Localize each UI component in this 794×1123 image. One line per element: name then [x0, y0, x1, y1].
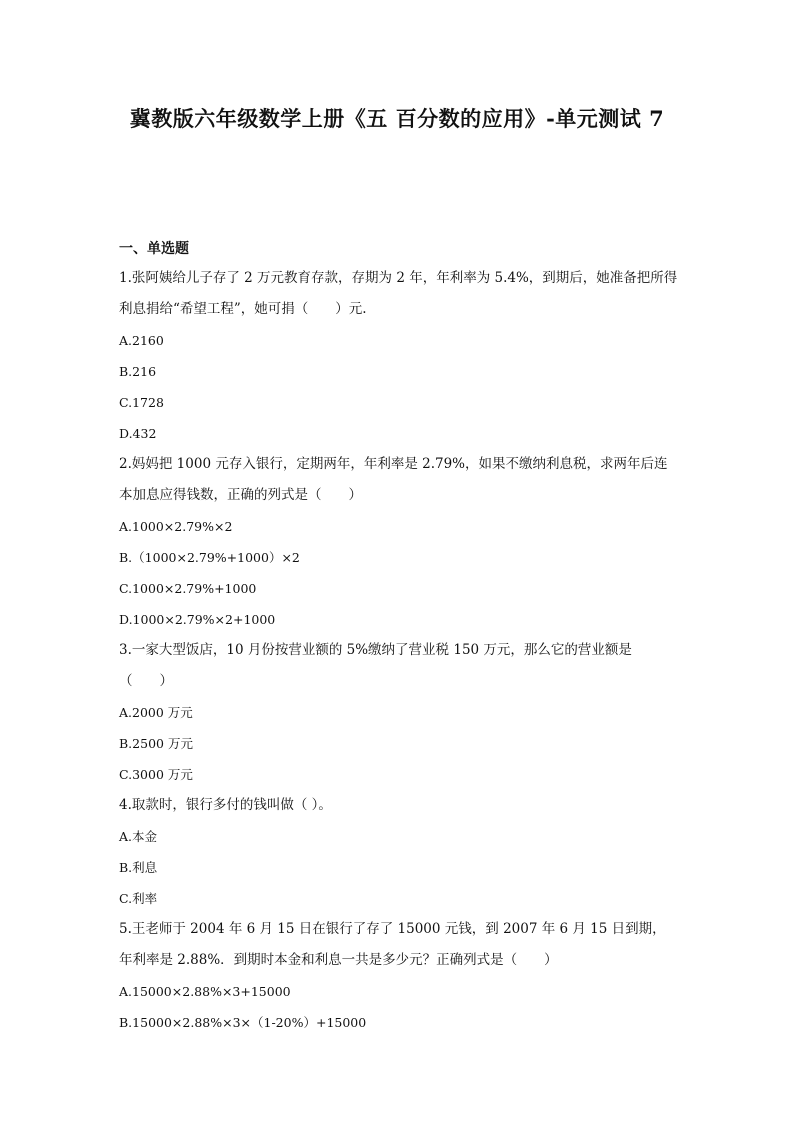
answer-option: B.2500 万元: [119, 736, 193, 751]
answer-option: B.利息: [119, 860, 158, 875]
answer-option: C.3000 万元: [119, 767, 193, 782]
question-5: [119, 914, 679, 1038]
answer-option: C.1000×2.79%+1000: [119, 581, 257, 596]
question-2: [119, 449, 679, 635]
question-list: [119, 263, 679, 1038]
answer-option: B.（1000×2.79%+1000）×2: [119, 550, 300, 565]
answer-option: B.216: [119, 364, 157, 379]
answer-option: A.15000×2.88%×3+15000: [119, 984, 291, 999]
section-heading: 一、单选题: [119, 241, 189, 257]
answer-option: C.1728: [119, 395, 164, 410]
question-stem: 4.取款时，银行多付的钱叫做（ ）。: [119, 797, 332, 813]
question-stem: 2.妈妈把 1000 元存入银行，定期两年，年利率是 2.79%，如果不缴纳利息税，求两年后连本加息应得钱数，正确的列式是（ ）: [119, 456, 668, 503]
answer-option: D.1000×2.79%×2+1000: [119, 612, 276, 627]
answer-option: A.1000×2.79%×2: [119, 519, 233, 534]
question-stem: 5.王老师于 2004 年 6 月 15 日在银行了存了 15000 元钱，到 2007 年 6 月 15 日到期，年利率是 2.88%．到期时本金和利息一共是多少元？正确列式是（ ）: [119, 921, 666, 968]
question-stem: 3.一家大型饭店，10 月份按营业额的 5%缴纳了营业税 150 万元，那么它的营业额是（ ）: [119, 642, 632, 689]
answer-option: A.2160: [119, 333, 164, 348]
answer-option: A.本金: [119, 829, 158, 844]
question-4: [119, 790, 679, 914]
answer-option: B.15000×2.88%×3×（1-20%）+15000: [119, 1015, 367, 1030]
question-3: [119, 635, 679, 790]
document-title: 冀教版六年级数学上册《五 百分数的应用》-单元测试 7: [129, 106, 665, 131]
question-1: [119, 263, 679, 449]
answer-option: A.2000 万元: [119, 705, 193, 720]
question-stem: 1.张阿姨给儿子存了 2 万元教育存款，存期为 2 年，年利率为 5.4%，到期后，她准备把所得利息捐给“希望工程”，她可捐（ ）元.: [119, 270, 678, 317]
answer-option: C.利率: [119, 891, 158, 906]
answer-option: D.432: [119, 426, 157, 441]
